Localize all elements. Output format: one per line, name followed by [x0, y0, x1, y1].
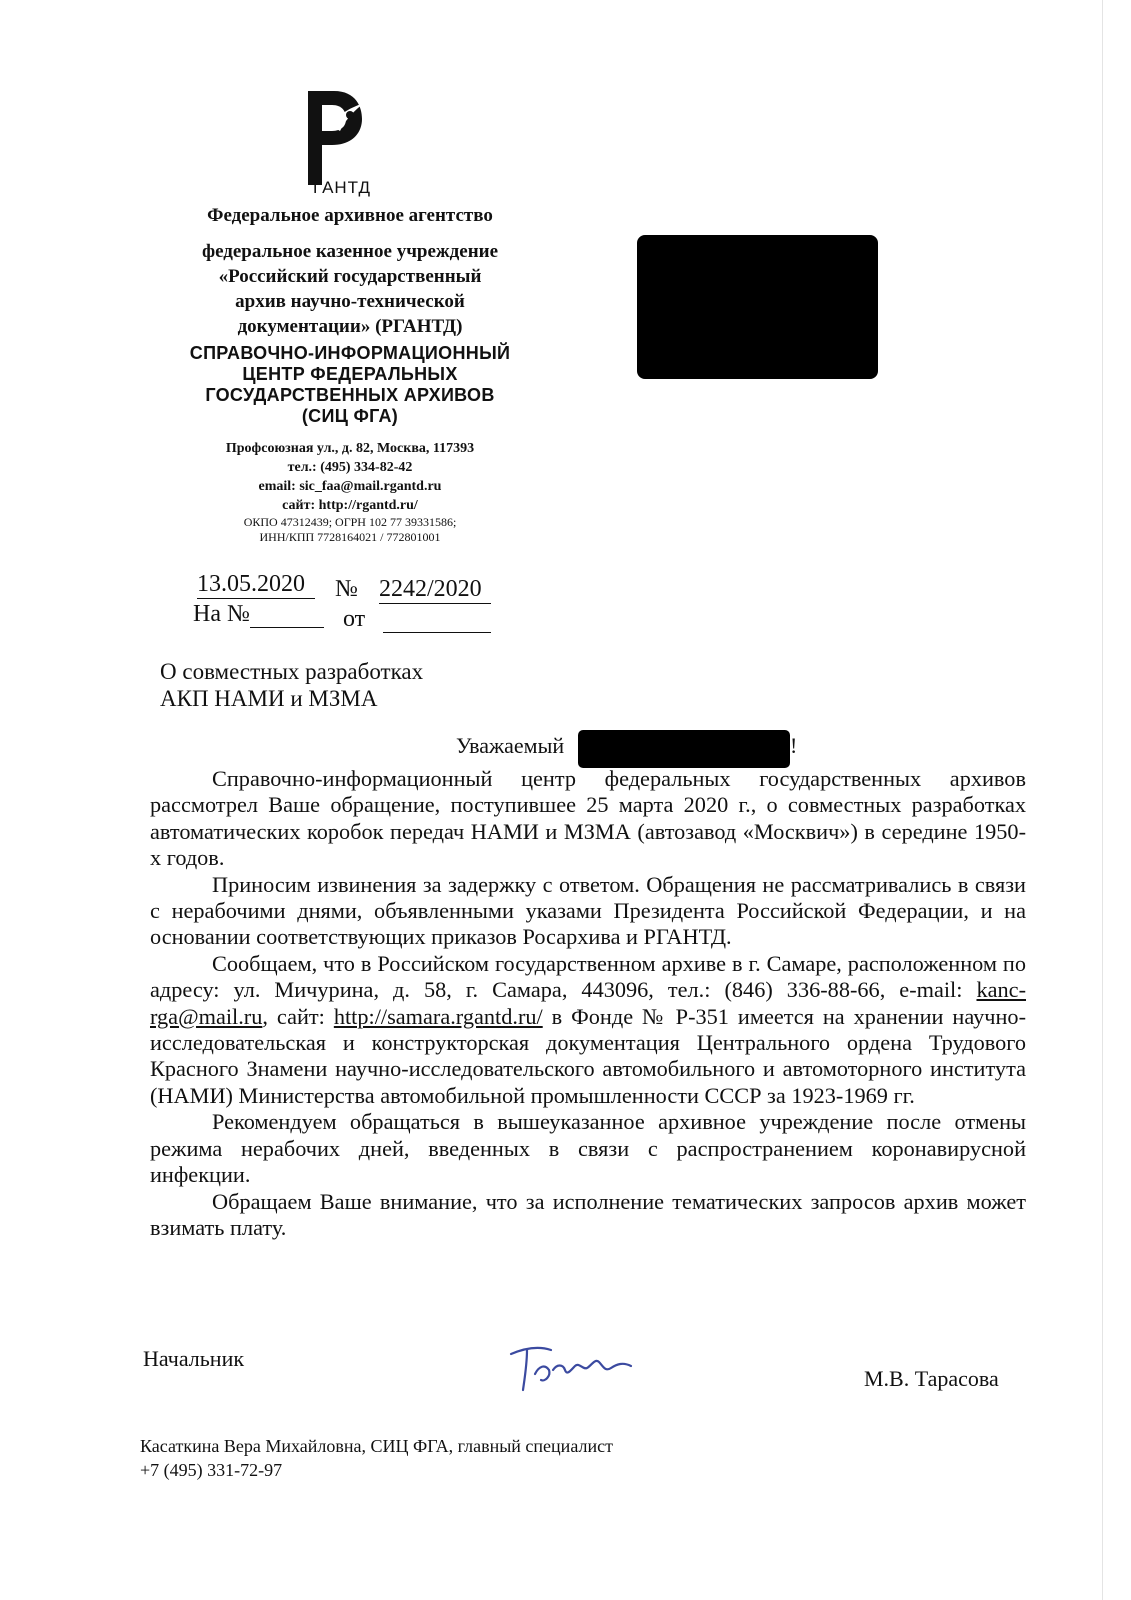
number-label: № [335, 576, 358, 602]
greeting: Уважаемый [456, 733, 565, 758]
signatory-title: Начальник [143, 1346, 245, 1371]
archive-email-link[interactable]: kanc-rga@mail.ru [150, 977, 1026, 1029]
paragraph-4: Рекомендуем обращаться в вышеуказанное архивное учреждение после отмены режима нерабочих дней, введенных в связи с распространением коронавирусной инфекции. [150, 1109, 1026, 1188]
contacts [150, 439, 550, 515]
letter-body [150, 766, 1026, 1241]
paragraph-2: Приносим извинения за задержку с ответом. Обращения не рассматривались в связи с нерабочими днями, объявленными указами Президента Российской Федерации, и на основании соответствующих приказов Росархива и РГАНТД. [150, 871, 1026, 950]
letter-subject: О совместных разработках АКП НАМИ и МЗМА [160, 659, 424, 711]
agency-name: Федеральное архивное агентство [207, 205, 493, 226]
logo-text: ГАНТД [313, 178, 372, 197]
handwritten-signature [505, 1340, 645, 1400]
executor-phone: +7 (495) 331-72-97 [140, 1460, 283, 1480]
redacted-recipient-name [578, 730, 790, 768]
paragraph-5: Обращаем Ваше внимание, что за исполнение тематических запросов архив может взимать плату. [150, 1188, 1026, 1240]
executor-info [140, 1434, 613, 1482]
archive-site-link[interactable]: http://samara.rgantd.ru/ [333, 1003, 543, 1029]
phone: тел.: (495) 334-82-42 [287, 460, 413, 475]
paragraph-1: Справочно-информационный центр федеральных государственных архивов рассмотрел Ваше обращение, поступившее 25 марта 2020 г., о совместных разработках автоматических коробок передач НАМИ и МЗМА (автозавод «Москвич») в середине 1950-х годов. [150, 766, 1026, 871]
page-edge [1102, 0, 1103, 1600]
email: email: sic_faa@mail.rgantd.ru [258, 479, 442, 494]
registration-codes: ОКПО 47312439; ОГРН 102 77 39331586; ИНН/КПП 7728164021 / 772801001 [243, 515, 457, 544]
greeting-exclamation: ! [790, 733, 798, 758]
reference-number: На № [193, 601, 324, 628]
paragraph-3: Сообщаем, что в Российском государственном архиве в г. Самаре, расположенном по адресу: ул. Мичурина, д. 58, г. Самара, 443096, тел.: (846) 336-88-66, e-mail: kanc-rga@mail.ru, сайт: http://samara.rgantd.ru/ в Фонде № Р-351 имеется на хранении научно-исследовательская и конструкторская документация Центрального ордена Трудового Красного Знамени научно-исследовательского автомобильного и автомоторного института (НАМИ) Министерства автомобильной промышленности СССР за 1923-1969 гг. [150, 950, 1026, 1108]
letterhead [150, 85, 550, 545]
executor-name: Касаткина Вера Михайловна, СИЦ ФГА, главный специалист [140, 1436, 613, 1456]
outgoing-number: 2242/2020 [379, 576, 491, 604]
signatory-name: М.В. Тарасова [864, 1366, 999, 1391]
redacted-recipient-block [637, 235, 878, 379]
outgoing-date: 13.05.2020 [197, 571, 315, 599]
institution-name: федеральное казенное учреждение «Российский государственный архив научно-технической документации» (РГАНТД) [201, 241, 499, 337]
address: Профсоюзная ул., д. 82, Москва, 117393 [225, 441, 475, 456]
reference-date: от [343, 606, 491, 633]
rgantd-logo [150, 85, 550, 203]
center-name: СПРАВОЧНО-ИНФОРМАЦИОННЫЙ ЦЕНТР ФЕДЕРАЛЬНЫХ ГОСУДАРСТВЕННЫХ АРХИВОВ (СИЦ ФГА) [189, 343, 511, 426]
website: сайт: http://rgantd.ru/ [282, 498, 418, 513]
rgantd-logo-icon [300, 85, 370, 185]
